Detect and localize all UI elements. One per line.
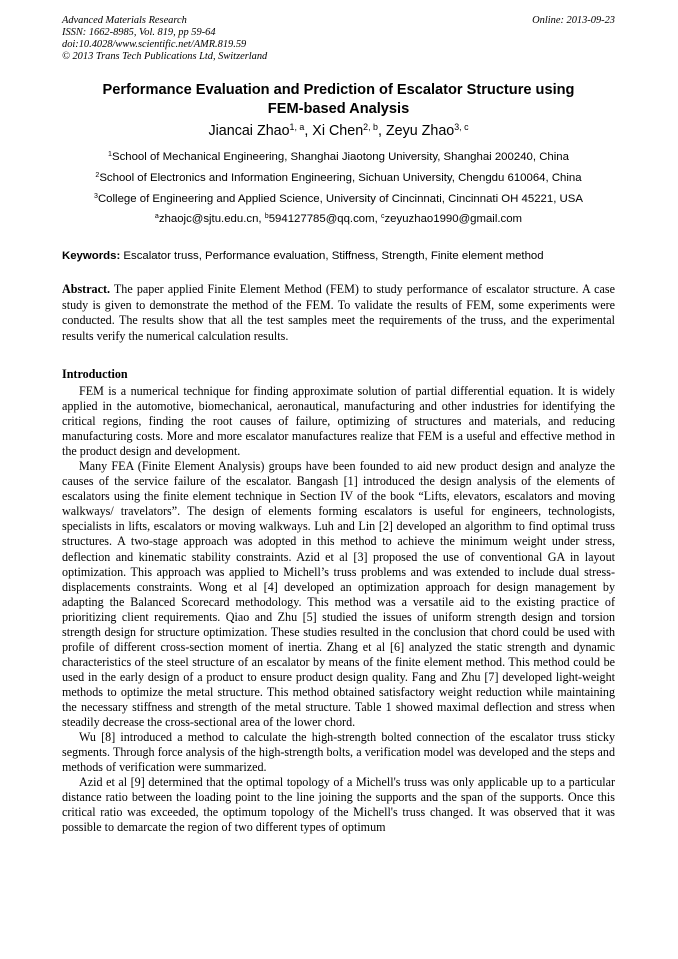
email-mark: b [264, 213, 269, 221]
author-name: Jiancai Zhao [208, 123, 290, 139]
author-sep: , [304, 123, 313, 139]
online-date: Online: 2013-09-23 [532, 15, 615, 26]
email-mark: a [154, 213, 159, 221]
author-sup: 2, b [363, 122, 378, 133]
affiliation-mark: 1 [108, 151, 112, 159]
email-text: zhaojc@sjtu.edu.cn, [158, 213, 265, 225]
body-paragraph: Azid et al [9] determined that the optimal topology of a Michell's truss was only applicable up to a particular distance ratio between the loading point to the line joining the supports and the span of the supports. Once this critical ratio was exceeded, the optimum topology of the Michell's truss changed. It was observed that it was possible to demarcate the region of two different types of optimum [62, 775, 615, 835]
email-line [62, 212, 615, 226]
journal-header [62, 15, 615, 63]
author-sup: 3, c [454, 122, 469, 133]
title-line-2: FEM-based Analysis [267, 101, 410, 117]
author-sup: 1, a [289, 122, 305, 133]
body-paragraph: Many FEA (Finite Element Analysis) groups have been founded to aid new product design and analyze the causes of the service failure of the escalator. Bangash [1] introduced the design analysis of the elements of escalators using the finite element technique in Section IV of the book “Lifts, elevators, escalators and moving walkways/ travelators”. The design of elements forming escalators is useful for engineers, technologists, specialists in lifts, escalators or moving walkways. Luh and Lin [2] developed an algorithm to find optimal truss structures. A two-stage approach was adopted in this method to achieve the minimum weight under stress, deflection and kinematic stability constraints. Azid et al [3] proposed the use of conventional GA in layout optimization. This approach was applied to Michell’s truss problems and was extended to include dual stress-displacements constraints. Wong et al [4] developed an optimization approach for design management by adapting the Balanced Scorecard methodology. This method was a versatile aid to the existing practice of prioritizing client requirements. Qiao and Zhu [5] studied the issues of uniform strength design and torsion strength design for structure optimization. These studies resulted in the conclusion that chord could be used with profile of different cross-section moment of inertia. Zhang et al [6] analyzed the static strength and dynamic characteristics of the steel structure of an escalator by means of the finite element method. This method could be used in the early design of a product to ensure product design quality. Fang and Zhu [7] developed light-weight methods to optimize the metal structure. This method obtained satisfactory weight reduction while maintaining the necessary stiffness and strength of the metal structure. Table 1 showed maximal deflection and stress when steadily decrease the cross-sectional area of the lower chord. [62, 459, 615, 730]
journal-name: Advanced Materials Research [62, 15, 187, 26]
body-paragraph: Wu [8] introduced a method to calculate the high-strength bolted connection of the escalator truss sticky segments. Through force analysis of the high-strength bolts, a verification model was developed and the steps and methods of verification were summarized. [62, 730, 615, 775]
keywords-label: Keywords: [62, 250, 121, 262]
paper-title [62, 81, 615, 119]
abstract-paragraph [62, 282, 615, 344]
doi-line: doi:10.4028/www.scientific.net/AMR.819.59 [62, 39, 247, 50]
affiliation-text: School of Mechanical Engineering, Shanghai Jiaotong University, Shanghai 200240, China [111, 151, 569, 163]
affiliation-1 [62, 150, 615, 164]
section-heading-introduction: Introduction [62, 367, 128, 381]
email-mark: c [380, 213, 385, 221]
affiliation-3 [62, 192, 615, 206]
abstract-label: Abstract. [62, 282, 111, 296]
author-sep: , [377, 123, 386, 139]
affiliation-text: College of Engineering and Applied Science, University of Cincinnati, Cincinnati OH 45221, USA [97, 193, 583, 205]
email-text: zeyuzhao1990@gmail.com [384, 213, 523, 225]
body-paragraph: FEM is a numerical technique for finding approximate solution of partial differential equation. It is widely applied in the automotive, biomechanical, aeronautical, manufacturing and other industries for identifying the critical regions, finding the root causes of failure, optimizing of structures and materials, and reducing manufacturing costs. More and more escalator manufactures realize that FEM is a useful and effective method in the product design and development. [62, 384, 615, 459]
author-name: Zeyu Zhao [385, 123, 455, 139]
copyright-line: © 2013 Trans Tech Publications Ltd, Switzerland [62, 51, 268, 62]
keywords-line [62, 249, 615, 263]
issn-line: ISSN: 1662-8985, Vol. 819, pp 59-64 [62, 27, 216, 38]
affiliation-mark: 3 [94, 193, 98, 201]
affiliation-2 [62, 171, 615, 185]
keywords-text: Escalator truss, Performance evaluation, Stiffness, Strength, Finite element method [120, 250, 544, 262]
introduction-body [62, 384, 615, 835]
author-list [62, 122, 615, 140]
abstract-text: The paper applied Finite Element Method (FEM) to study performance of escalator structure. A case study is given to demonstrate the method of the FEM. To validate the results of FEM, some experiments were conducted. The results show that all the test samples meet the requirements of the truss, and the experimental results verify the numerical calculation results. [62, 282, 615, 343]
title-line-1: Performance Evaluation and Prediction of Escalator Structure using [102, 82, 575, 98]
author-name: Xi Chen [312, 123, 364, 139]
email-text: 594127785@qq.com, [268, 213, 381, 225]
affiliation-text: School of Electronics and Information Engineering, Sichuan University, Chengdu 610064, China [99, 172, 582, 184]
affiliation-mark: 2 [95, 172, 100, 180]
